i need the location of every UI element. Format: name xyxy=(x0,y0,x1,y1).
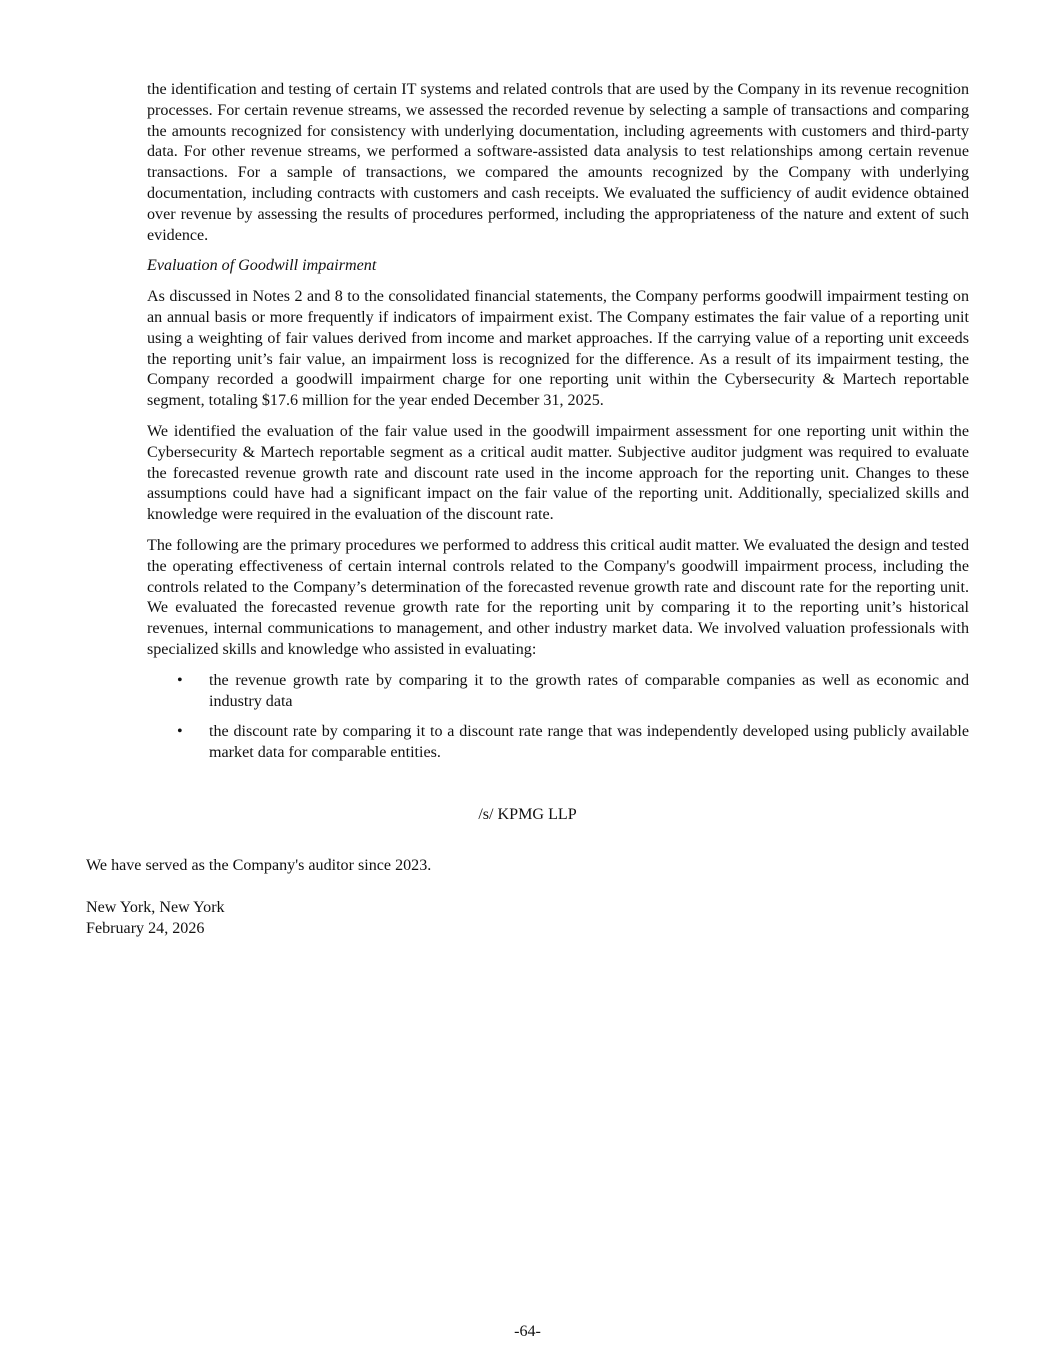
section-heading-goodwill: Evaluation of Goodwill impairment xyxy=(147,257,377,275)
signing-date: February 24, 2026 xyxy=(86,920,205,937)
bullet-item xyxy=(147,671,969,713)
bullet-text: the discount rate by comparing it to a discount rate range that was independently developed using publicly available market data for comparable entities. xyxy=(209,723,969,762)
bullet-glyph: • xyxy=(177,723,183,741)
paragraph-critical-audit-matter: We identified the evaluation of the fair value used in the goodwill impairment assessment for one reporting unit within the Cybersecurity & Martech reportable segment as a critical audit matter. Subjective auditor judgment was required to evaluate the forecasted revenue growth rate and discount rate used in the income approach for the reporting unit. Changes to these assumptions could have had a significant impact on the fair value of the reporting unit. Additionally, specialized skills and knowledge were required in the evaluation of the discount rate. xyxy=(147,422,969,524)
bullet-text: the revenue growth rate by comparing it to the growth rates of comparable companies as well as economic and industry data xyxy=(209,671,969,710)
procedures-bullet-list xyxy=(147,671,969,764)
auditor-since-statement: We have served as the Company's auditor since 2023. xyxy=(86,857,432,874)
auditor-signature: /s/ KPMG LLP xyxy=(478,806,577,823)
paragraph-revenue-procedures: the identification and testing of certain IT systems and related controls that are used by the Company in its revenue recognition processes. For certain revenue streams, we assessed the recorded revenue by selecting a sample of transactions and comparing the amounts recognized for consistency with underlying documentation, including agreements with customers and third-party data. For other revenue streams, we performed a software-assisted data analysis to test relationships among certain revenue transactions. For a sample of transactions, we compared the amounts recognized by the Company with underlying documentation, including contracts with customers and cash receipts. We evaluated the sufficiency of audit evidence obtained over revenue by assessing the results of procedures performed, including the appropriateness of the nature and extent of such evidence. xyxy=(147,81,969,244)
document-body xyxy=(147,80,969,774)
bullet-item xyxy=(147,722,969,764)
signing-location: New York, New York xyxy=(86,899,225,916)
page-number: -64- xyxy=(514,1323,541,1340)
paragraph-procedures: The following are the primary procedures we performed to address this critical audit matter. We evaluated the design and tested the operating effectiveness of certain internal controls related to the Company's goodwill impairment process, including the controls related to the Company’s determination of the forecasted revenue growth rate and discount rate for the reporting unit. We evaluated the forecasted revenue growth rate for the reporting unit by comparing it to the reporting unit’s historical revenues, internal communications to management, and other industry market data. We involved valuation professionals with specialized skills and knowledge who assisted in evaluating: xyxy=(147,536,969,658)
bullet-glyph: • xyxy=(177,671,183,689)
paragraph-goodwill-description: As discussed in Notes 2 and 8 to the consolidated financial statements, the Company performs goodwill impairment testing on an annual basis or more frequently if indicators of impairment exist. The Company estimates the fair value of a reporting unit using a weighting of fair values derived from income and market approaches. If the carrying value of a reporting unit exceeds the reporting unit’s fair value, an impairment loss is recognized for the difference. As a result of its impairment testing, the Company recorded a goodwill impairment charge for one reporting unit within the Cybersecurity & Martech reportable segment, totaling $17.6 million for the year ended December 31, 2025. xyxy=(147,288,969,410)
